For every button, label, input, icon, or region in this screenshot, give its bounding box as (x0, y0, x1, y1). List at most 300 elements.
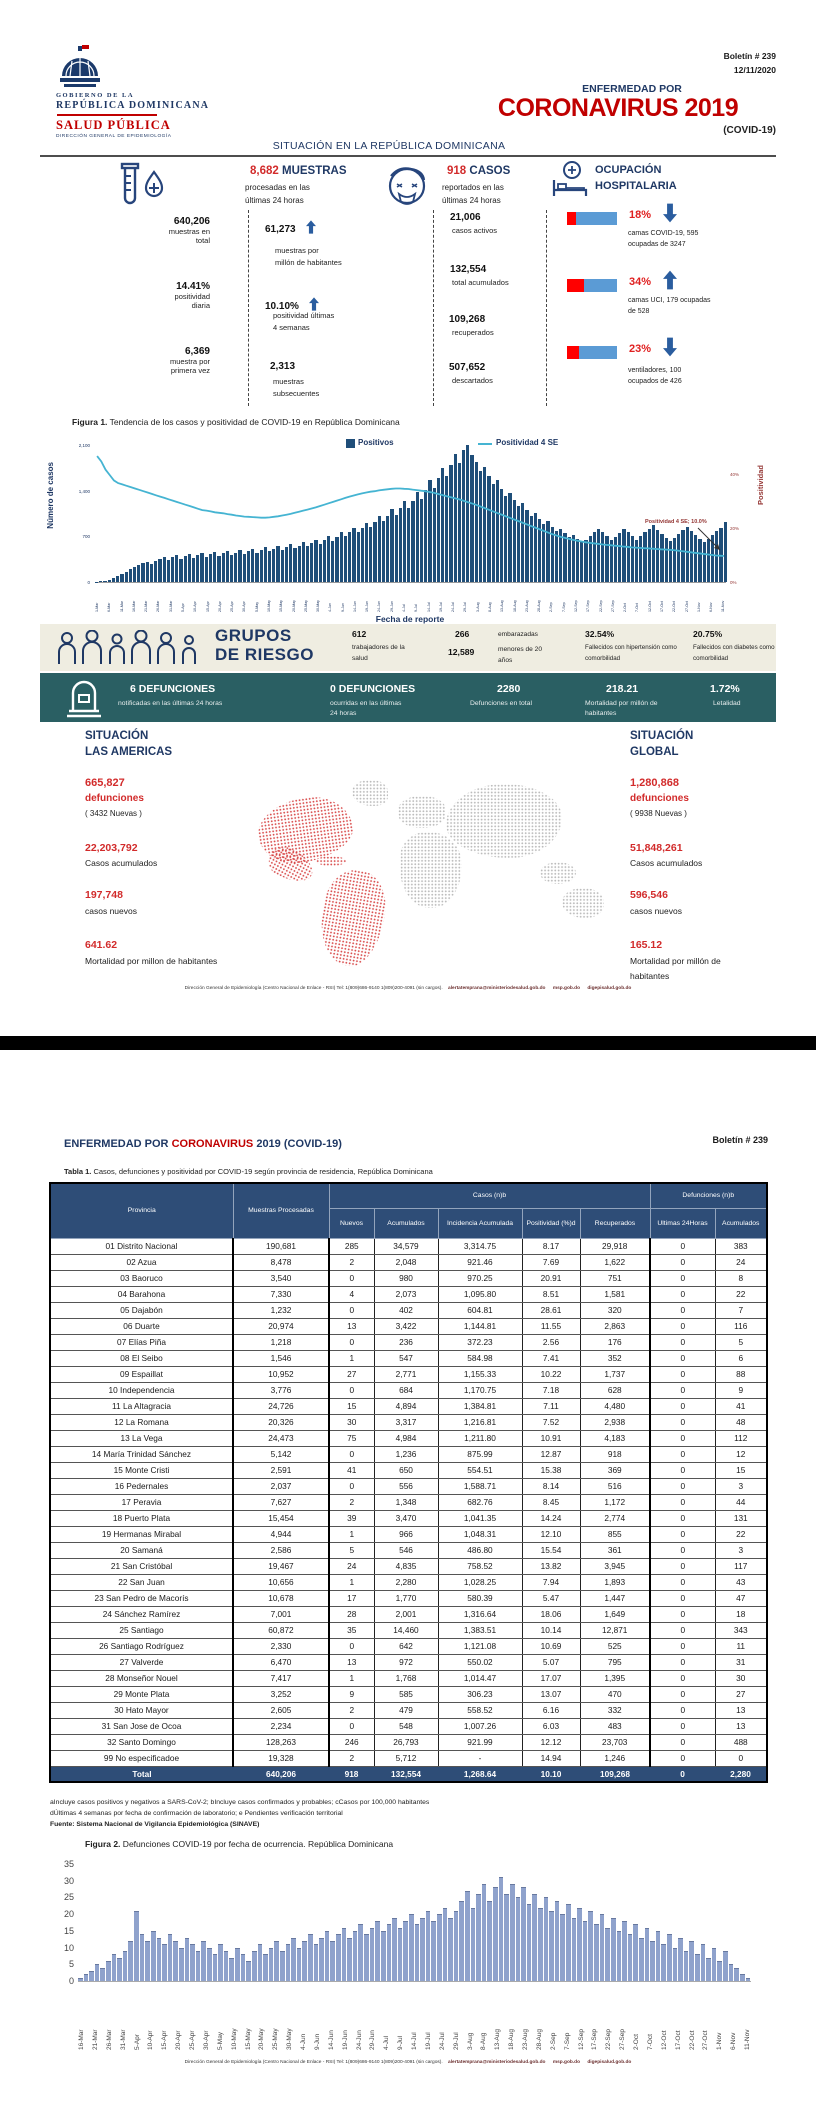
table-cell: 7.52 (522, 1414, 580, 1430)
table-cell: 4,984 (374, 1430, 438, 1446)
table-cell: 0 (329, 1334, 374, 1350)
table-cell: 0 (650, 1718, 715, 1734)
y-tick-label: 30 (63, 1875, 74, 1886)
bar (319, 1938, 324, 1982)
table-cell: 5 (329, 1542, 374, 1558)
x-tick-label: 25-Apr (189, 2030, 196, 2050)
bar (420, 1918, 425, 1982)
x-tick-label: 10-Apr (147, 2030, 155, 2050)
x-tick-label: 15-Apr (161, 2030, 169, 2050)
x-tick-label: 6-Mar (107, 602, 112, 612)
bar (588, 1911, 593, 1981)
x-tick-label: 14-Jul (426, 602, 431, 612)
x-tick-label: 17-Sep (586, 600, 591, 612)
bar (723, 1951, 728, 1981)
table-cell: 580.39 (438, 1590, 522, 1606)
table-cell: 4,894 (374, 1398, 438, 1414)
bar (527, 1904, 532, 1981)
figura1-y-axis-label: Número de casos (46, 462, 55, 529)
x-tick-label: 7-Sep (561, 602, 566, 612)
table-cell: 1,770 (374, 1590, 438, 1606)
x-tick-label: 30-Apr (242, 601, 247, 612)
bar (746, 1978, 751, 1981)
table-row (50, 1414, 767, 1430)
stat-muestras-total (110, 216, 210, 245)
legend-positivos-label: Positivos (358, 438, 394, 447)
x-tick-label: 24-Jun (355, 2030, 363, 2050)
stat-label: positividad últimas (273, 311, 335, 320)
x-tick-label: 19-Jun (341, 2030, 349, 2050)
cell-provincia: 32 Santo Domingo (50, 1734, 233, 1750)
x-tick-label: 18-Aug (512, 600, 517, 612)
table-row (50, 1622, 767, 1638)
col-header-def-acumulados: Acumulados (715, 1208, 767, 1238)
masked-face-icon (385, 162, 429, 214)
bar (504, 1894, 509, 1981)
stat-label: primera vez (170, 366, 210, 375)
table-cell: 2,330 (233, 1638, 329, 1654)
table-cell: 0 (329, 1446, 374, 1462)
table-cell: 402 (374, 1302, 438, 1318)
risk-stat-value: 32.54% (585, 629, 615, 639)
table-cell: 3 (715, 1542, 767, 1558)
table-row (50, 1238, 767, 1254)
table-cell: 6 (715, 1350, 767, 1366)
table-cell: 0 (650, 1734, 715, 1750)
table-cell: 12.12 (522, 1734, 580, 1750)
x-tick-label: 30-May (316, 600, 321, 612)
table-row (50, 1462, 767, 1478)
global-new-deaths: ( 9938 Nuevas ) (630, 809, 687, 818)
table-row (50, 1638, 767, 1654)
bar (134, 1911, 139, 1981)
stat-value: 109,268 (449, 314, 486, 325)
page-break-bar (0, 1036, 816, 1050)
table-cell: 1,622 (580, 1254, 650, 1270)
table-cell: 332 (580, 1702, 650, 1718)
x-tick-label: 10-Apr (193, 601, 198, 612)
muestras-headline-value: 8,682 (250, 165, 279, 177)
test-tube-icon (118, 162, 166, 211)
bar (381, 1931, 386, 1981)
col-header-muestras: Muestras Procesadas (233, 1183, 329, 1238)
total-cell: 0 (650, 1766, 715, 1782)
table-cell: 8 (715, 1270, 767, 1286)
bar (560, 1914, 565, 1981)
stat-primera-vez (110, 346, 210, 375)
ministry-dome-logo-icon (56, 44, 104, 90)
bar (106, 1961, 111, 1981)
page2-header-pre: ENFERMEDAD POR (64, 1138, 172, 1150)
table-cell: 1,048.31 (438, 1526, 522, 1542)
map-africa (400, 832, 462, 908)
table-cell: 10.91 (522, 1430, 580, 1446)
table-row (50, 1750, 767, 1766)
risk-groups-title-1: GRUPOS (215, 626, 292, 645)
bar (185, 1938, 190, 1982)
table-cell: 0 (715, 1750, 767, 1766)
cell-provincia: 26 Santiago Rodríguez (50, 1638, 233, 1654)
table-cell: 7,627 (233, 1494, 329, 1510)
table-cell: 682.76 (438, 1494, 522, 1510)
cell-provincia: 10 Independencia (50, 1382, 233, 1398)
table-cell: 29,918 (580, 1238, 650, 1254)
x-tick-label: 14-Jun (352, 601, 357, 612)
table-cell: 131 (715, 1510, 767, 1526)
x-tick-label: 18-Aug (508, 2029, 516, 2050)
table-cell: 7 (715, 1302, 767, 1318)
table-cell: 0 (329, 1718, 374, 1734)
cell-provincia: 27 Valverde (50, 1654, 233, 1670)
table-cell: 0 (650, 1526, 715, 1542)
cell-provincia: 31 San Jose de Ocoa (50, 1718, 233, 1734)
bar (403, 1921, 408, 1981)
table-cell: 1,316.64 (438, 1606, 522, 1622)
table-cell: 584.98 (438, 1350, 522, 1366)
bar (617, 1931, 622, 1981)
x-tick-label: 7-Oct (646, 2034, 654, 2050)
table-cell: 0 (650, 1366, 715, 1382)
table-cell: 0 (650, 1574, 715, 1590)
occupancy-label: ocupadas de 3247 (628, 241, 686, 248)
x-tick-label: 4-Jun (300, 2033, 307, 2050)
table-cell: 13.82 (522, 1558, 580, 1574)
table-cell: 112 (715, 1430, 767, 1446)
bar (459, 1901, 464, 1981)
bar (308, 1934, 313, 1981)
x-tick-label: 27-Sep (619, 2029, 627, 2050)
bar (353, 1931, 358, 1981)
table-cell: 0 (650, 1686, 715, 1702)
bar (157, 1938, 162, 1982)
table-cell: 0 (329, 1382, 374, 1398)
table-cell: 14.94 (522, 1750, 580, 1766)
x-tick-label: 1-Nov (716, 2032, 724, 2050)
table-row (50, 1478, 767, 1494)
table-cell: 0 (329, 1478, 374, 1494)
table-cell: 980 (374, 1270, 438, 1286)
table-cell: 0 (650, 1558, 715, 1574)
x-tick-label: 24-Jun (377, 601, 382, 612)
bar (695, 1954, 700, 1981)
x-tick-label: 8-Aug (480, 2032, 488, 2050)
col-header-ultimas24: Ultimas 24Horas (650, 1208, 715, 1238)
table-cell: 28 (329, 1606, 374, 1622)
table-row (50, 1590, 767, 1606)
table-cell: 28.61 (522, 1302, 580, 1318)
divider-dashed (248, 210, 249, 406)
stat-value: 14.41% (176, 281, 210, 292)
bar (471, 1908, 476, 1982)
deaths-stat-value: 2280 (497, 683, 521, 695)
table-cell: 3,470 (374, 1510, 438, 1526)
stat-value: 6,369 (184, 346, 210, 357)
table-cell: 176 (580, 1334, 650, 1350)
province-table-header (50, 1183, 767, 1238)
stat-label: subsecuentes (273, 389, 320, 398)
table-cell: 22 (715, 1286, 767, 1302)
table-cell: 1,232 (233, 1302, 329, 1318)
bar (140, 1934, 145, 1981)
table-cell: 13 (329, 1654, 374, 1670)
y2-tick-label: 20% (730, 526, 740, 531)
y-tick-label: 5 (68, 1959, 74, 1970)
table-cell: 11.55 (522, 1318, 580, 1334)
hospital-bed-icon (552, 160, 588, 207)
bar (639, 1938, 644, 1982)
bar (370, 1928, 375, 1982)
table-cell: 1,144.81 (438, 1318, 522, 1334)
table-row (50, 1494, 767, 1510)
x-tick-label: 14-Jun (327, 2030, 335, 2050)
table-cell: 369 (580, 1462, 650, 1478)
bar (196, 1951, 201, 1981)
bar (224, 1951, 229, 1981)
x-tick-label: 21-Mar (91, 2029, 99, 2050)
risk-stat-value: 612 (352, 629, 367, 639)
table-cell: 128,263 (233, 1734, 329, 1750)
table-cell: 628 (580, 1382, 650, 1398)
col-header-recuperados: Recuperados (580, 1208, 650, 1238)
casos-headline (447, 165, 510, 177)
figura2-x-ticks (78, 1986, 751, 2050)
occupancy-bar-fill (567, 279, 584, 292)
y-tick-label: 15 (63, 1925, 74, 1936)
bar (314, 1944, 319, 1981)
total-cell: 10.10 (522, 1766, 580, 1782)
cell-provincia: 05 Dajabón (50, 1302, 233, 1318)
table-cell: 9 (329, 1686, 374, 1702)
x-tick-label: 28-Aug (537, 600, 542, 612)
bar (297, 1948, 302, 1981)
table-cell: - (438, 1750, 522, 1766)
table-cell: 684 (374, 1382, 438, 1398)
table-cell: 1,172 (580, 1494, 650, 1510)
table-cell: 3,317 (374, 1414, 438, 1430)
table-cell: 0 (650, 1494, 715, 1510)
bar (611, 1918, 616, 1982)
footer-email: alertatemprana@ministeriodesalud.gob.do (448, 986, 546, 991)
cell-provincia: 99 No especificadoe (50, 1750, 233, 1766)
table-cell: 921.99 (438, 1734, 522, 1750)
table-cell: 31 (715, 1654, 767, 1670)
stat-positividad-diaria (110, 281, 210, 310)
table-cell: 3,945 (580, 1558, 650, 1574)
table-cell: 8.45 (522, 1494, 580, 1510)
figura2-caption (85, 1839, 393, 1849)
bar (364, 1934, 369, 1981)
map-asia (446, 784, 562, 858)
x-tick-label: 29-Jun (389, 601, 394, 612)
x-tick-label: 15-Apr (205, 601, 210, 612)
table-cell: 4,835 (374, 1558, 438, 1574)
table-cell: 585 (374, 1686, 438, 1702)
table-cell: 4 (329, 1286, 374, 1302)
table-cell: 6,470 (233, 1654, 329, 1670)
table-cell: 7.11 (522, 1398, 580, 1414)
stat-por-millon (265, 219, 316, 237)
stat-label: casos activos (452, 226, 498, 235)
x-tick-label: 25-Apr (230, 601, 235, 612)
table-cell: 0 (650, 1270, 715, 1286)
table-cell: 13.07 (522, 1686, 580, 1702)
x-tick-label: 23-Aug (524, 600, 529, 612)
table-cell: 5,142 (233, 1446, 329, 1462)
occupancy-label: de 528 (628, 308, 650, 315)
table-cell: 1,649 (580, 1606, 650, 1622)
americas-new-cases: 197,748 (85, 889, 123, 901)
x-tick-label: 24-Jul (451, 602, 456, 612)
bar (347, 1938, 352, 1982)
table-cell: 24 (715, 1254, 767, 1270)
tombstone-icon (66, 678, 102, 723)
map-southeast-asia (540, 862, 576, 884)
cell-provincia: 03 Baoruco (50, 1270, 233, 1286)
table-cell: 320 (580, 1302, 650, 1318)
table-row (50, 1366, 767, 1382)
x-tick-label: 21-Mar (144, 600, 149, 612)
table-cell: 966 (374, 1526, 438, 1542)
deaths-stat-value: 218.21 (606, 683, 639, 695)
bar (286, 1944, 291, 1981)
bar (650, 1941, 655, 1981)
table-cell: 34,579 (374, 1238, 438, 1254)
footer-text: Dirección General de Epidemiología (Centro Nacional de Enlace - RSI) Tel: 1(809)686-9140 1(809)200-4091 (sin cargos). (184, 2060, 443, 2065)
x-tick-label: 16-Mar (131, 600, 136, 612)
bar (409, 1914, 414, 1981)
bar (392, 1918, 397, 1982)
total-cell: 1,268.64 (438, 1766, 522, 1782)
table-cell: 550.02 (438, 1654, 522, 1670)
table-cell: 13 (715, 1702, 767, 1718)
x-tick-label: 27-Sep (610, 600, 615, 612)
bar (151, 1931, 156, 1981)
x-tick-label: 19-Jun (365, 601, 370, 612)
table-cell: 3,422 (374, 1318, 438, 1334)
bar (213, 1954, 218, 1981)
x-tick-label: 3-Aug (475, 602, 480, 612)
table-row (50, 1334, 767, 1350)
bar (706, 1958, 711, 1981)
figura2-bars-plot (78, 1864, 751, 1982)
table-row (50, 1350, 767, 1366)
table-cell: 0 (650, 1350, 715, 1366)
table-cell: 1,028.25 (438, 1574, 522, 1590)
table-row (50, 1654, 767, 1670)
x-tick-label: 27-Oct (702, 2030, 710, 2050)
table-cell: 2,774 (580, 1510, 650, 1526)
table-cell: 1,384.81 (438, 1398, 522, 1414)
risk-stat-value: 266 (455, 629, 470, 639)
table-cell: 5 (715, 1334, 767, 1350)
bar (330, 1941, 335, 1981)
table-cell: 921.46 (438, 1254, 522, 1270)
global-deaths: 1,280,868 (630, 777, 679, 789)
positividad-line (97, 456, 724, 556)
cell-provincia: 23 San Pedro de Macorís (50, 1590, 233, 1606)
page2-footer (58, 2060, 758, 2065)
table-cell: 2,037 (233, 1478, 329, 1494)
deaths-stat-label: habitantes (585, 710, 617, 717)
people-group-icon (55, 630, 205, 671)
bar (173, 1941, 178, 1981)
x-tick-label: 11-Nov (721, 600, 726, 612)
y-tick-label: 0 (68, 1976, 74, 1986)
table-cell: 1,218 (233, 1334, 329, 1350)
deaths-stat-label: Mortalidad por millón de (585, 700, 658, 707)
stat-value: 10.10% (265, 301, 299, 312)
table-cell: 2 (329, 1702, 374, 1718)
x-tick-label: 12-Oct (660, 2030, 668, 2050)
casos-headline-word: CASOS (469, 165, 511, 177)
table-cell: 17 (329, 1590, 374, 1606)
footer-web: digepisalud.gob.do (587, 2060, 632, 2065)
x-tick-label: 17-Sep (591, 2029, 599, 2050)
map-greenland (352, 780, 388, 806)
occupancy-bar-ventiladores (567, 346, 617, 359)
table-cell: 39 (329, 1510, 374, 1526)
americas-new-deaths: ( 3432 Nuevas ) (85, 809, 142, 818)
global-title-2: GLOBAL (630, 746, 679, 758)
table-row (50, 1510, 767, 1526)
table-row (50, 1558, 767, 1574)
x-tick-label: 19-Jul (424, 2032, 432, 2050)
table-cell: 24,726 (233, 1398, 329, 1414)
x-tick-label: 25-May (303, 600, 308, 612)
table-cell: 22 (715, 1526, 767, 1542)
table-cell: 0 (650, 1238, 715, 1254)
casos-headline-sub1: reportados en las (442, 183, 504, 192)
table-row (50, 1270, 767, 1286)
table-cell: 15 (715, 1462, 767, 1478)
bar (263, 1954, 268, 1981)
footer-text: Dirección General de Epidemiología (Centro Nacional de Enlace - RSI) Tel: 1(809)686-9140 1(809)200-4091 (sin cargos). (184, 986, 443, 991)
province-table-body (50, 1238, 767, 1782)
stat-label: muestras por (275, 246, 319, 255)
x-tick-label: 2-Sep (549, 602, 554, 612)
risk-stat-label: comorbilidad (693, 655, 729, 662)
table-cell: 0 (650, 1382, 715, 1398)
table-cell: 27 (329, 1366, 374, 1382)
table-cell: 548 (374, 1718, 438, 1734)
bar (168, 1934, 173, 1981)
figura1-caption-label: Figura 1. (72, 417, 108, 427)
americas-mortality-label: Mortalidad por millon de habitantes (85, 956, 218, 966)
bar (729, 1964, 734, 1981)
x-tick-label: 12-Sep (573, 600, 578, 612)
table-cell: 1 (329, 1526, 374, 1542)
table-cell: 0 (650, 1398, 715, 1414)
table-cell: 1,395 (580, 1670, 650, 1686)
deaths-stat-label: Letalidad (713, 700, 741, 707)
table-cell: 758.52 (438, 1558, 522, 1574)
occupancy-bar-uci (567, 279, 617, 292)
cell-provincia: 12 La Romana (50, 1414, 233, 1430)
table-cell: 5.47 (522, 1590, 580, 1606)
risk-stat-label: Fallecidos con diabetes como (693, 644, 775, 651)
bar (117, 1958, 122, 1981)
casos-headline-value: 918 (447, 165, 467, 177)
bar (487, 1901, 492, 1981)
table-row (50, 1446, 767, 1462)
occupancy-label: camas COVID-19, 595 (628, 230, 699, 237)
table-cell: 1 (329, 1670, 374, 1686)
table-cell: 546 (374, 1542, 438, 1558)
x-tick-label: 29-Jul (463, 602, 468, 612)
x-tick-label: 31-Mar (168, 600, 173, 612)
table-cell: 0 (650, 1286, 715, 1302)
table-cell: 9 (715, 1382, 767, 1398)
